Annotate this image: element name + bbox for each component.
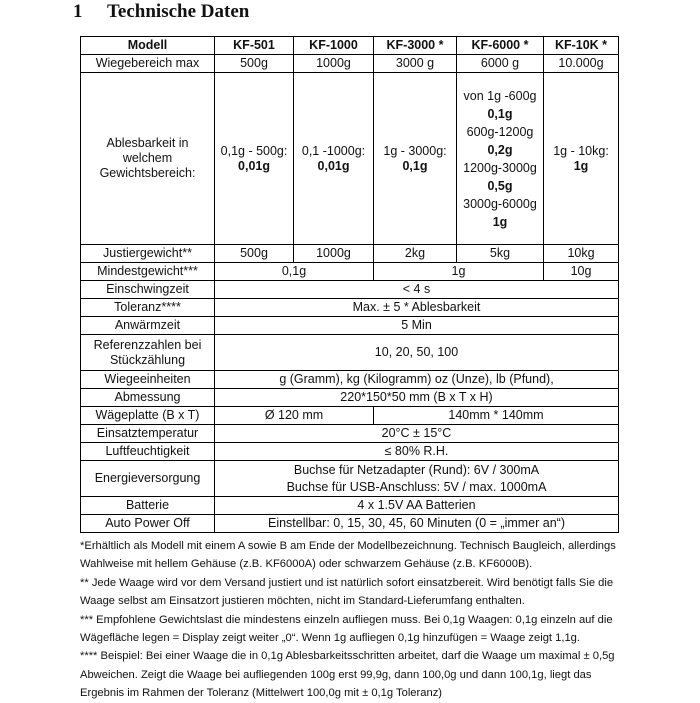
- cell: 500g: [215, 245, 294, 263]
- row-label: Anwärmzeit: [81, 317, 215, 335]
- footnotes: [80, 537, 618, 703]
- range-text: 1200g-3000g: [463, 160, 537, 175]
- cell: [294, 73, 374, 245]
- range-text: 0,1g - 500g:: [220, 143, 288, 158]
- cell: 5 Min: [215, 317, 619, 335]
- cell: 1000g: [294, 245, 374, 263]
- cell: [544, 73, 619, 245]
- readability-value: 1g: [573, 158, 589, 173]
- cell: 10, 20, 50, 100: [215, 335, 619, 371]
- readability-value: 0,1g: [487, 106, 513, 121]
- header-cell: KF-1000: [294, 37, 374, 55]
- table-row: [81, 371, 619, 389]
- row-label: Justiergewicht**: [81, 245, 215, 263]
- section-number: 1: [73, 1, 83, 22]
- header-cell: KF-10K *: [544, 37, 619, 55]
- table-row: [81, 407, 619, 425]
- range-text: 3000g-6000g: [463, 196, 537, 211]
- cell: 10kg: [544, 245, 619, 263]
- section-title: Technische Daten: [107, 1, 250, 22]
- range-text: von 1g -600g: [463, 88, 537, 103]
- power-line: Buchse für USB-Anschluss: 5V / max. 1000mA: [286, 479, 547, 494]
- cell: 2kg: [374, 245, 457, 263]
- table-row: [81, 245, 619, 263]
- spec-table: [80, 36, 619, 533]
- row-label: Wiegeeinheiten: [81, 371, 215, 389]
- cell: g (Gramm), kg (Kilogramm) oz (Unze), lb (Pfund),: [215, 371, 619, 389]
- cell: 1000g: [294, 55, 374, 73]
- cell: Einstellbar: 0, 15, 30, 45, 60 Minuten (0 = „immer an“): [215, 515, 619, 533]
- header-cell: KF-6000 *: [457, 37, 544, 55]
- readability-value: 0,5g: [487, 178, 513, 193]
- header-cell: KF-3000 *: [374, 37, 457, 55]
- table-row: [81, 299, 619, 317]
- cell: [215, 461, 619, 497]
- header-cell: KF-501: [215, 37, 294, 55]
- footnote: *** Empfohlene Gewichtslast die mindestens einzeln aufliegen muss. Bei 0,1g Waagen: 0,1g einzeln auf die Wägefläche legen = Display zeigt weiter „0“. Wenn 1g aufliegen 0,1g hinzufügen = Waage zeigt 1,1g.: [80, 613, 613, 645]
- cell: 6000 g: [457, 55, 544, 73]
- table-row: [81, 281, 619, 299]
- row-label: Einschwingzeit: [81, 281, 215, 299]
- readability-value: 0,01g: [317, 158, 350, 173]
- section-heading: [73, 0, 249, 24]
- cell: 500g: [215, 55, 294, 73]
- readability-value: 0,2g: [487, 142, 513, 157]
- cell: 5kg: [457, 245, 544, 263]
- table-row: [81, 55, 619, 73]
- range-text: 600g-1200g: [466, 124, 534, 139]
- cell: 10g: [544, 263, 619, 281]
- row-label: Wiegebereich max: [81, 55, 215, 73]
- row-label: Einsatztemperatur: [81, 425, 215, 443]
- row-label: Mindestgewicht***: [81, 263, 215, 281]
- cell: 0,1g: [215, 263, 374, 281]
- row-label: [81, 73, 215, 245]
- table-row: [81, 389, 619, 407]
- row-label: Wägeplatte (B x T): [81, 407, 215, 425]
- cell: 3000 g: [374, 55, 457, 73]
- cell: ≤ 80% R.H.: [215, 443, 619, 461]
- cell: 10.000g: [544, 55, 619, 73]
- range-text: 1g - 3000g:: [383, 143, 447, 158]
- row-label: Abmessung: [81, 389, 215, 407]
- table-row: [81, 461, 619, 497]
- cell: 140mm * 140mm: [374, 407, 619, 425]
- label-line: Stückzählung: [109, 352, 186, 367]
- table-row: [81, 263, 619, 281]
- table-row: [81, 425, 619, 443]
- row-label: Auto Power Off: [81, 515, 215, 533]
- cell: 20°C ± 15°C: [215, 425, 619, 443]
- table-row: [81, 443, 619, 461]
- label-line: Gewichtsbereich:: [99, 166, 196, 180]
- cell: Max. ± 5 * Ablesbarkeit: [215, 299, 619, 317]
- cell: < 4 s: [215, 281, 619, 299]
- row-label: Batterie: [81, 497, 215, 515]
- label-line: welchem: [122, 151, 173, 165]
- row-label: Luftfeuchtigkeit: [81, 443, 215, 461]
- cell: [215, 73, 294, 245]
- table-row: [81, 73, 619, 245]
- label-line: Ablesbarkeit in: [106, 136, 189, 150]
- power-line: Buchse für Netzadapter (Rund): 6V / 300mA: [293, 462, 540, 477]
- header-row: [81, 37, 619, 55]
- footnote: *Erhältlich als Modell mit einem A sowie B am Ende der Modellbezeichnung. Technisch Baugleich, allerdings Wahlweise mit hellem Gehäuse (z.B. KF6000A) oder schwarzem Gehäuse (z.B. KF6000B).: [80, 540, 616, 571]
- table-row: [81, 497, 619, 515]
- cell: 4 x 1.5V AA Batterien: [215, 497, 619, 515]
- cell: 220*150*50 mm (B x T x H): [215, 389, 619, 407]
- readability-value: 0,01g: [238, 158, 270, 173]
- header-cell: Modell: [81, 37, 215, 55]
- table-row: [81, 515, 619, 533]
- footnote: ** Jede Waage wird vor dem Versand justiert und ist natürlich sofort einsatzbereit. Wird benötigt falls Sie die Waage selbst am Einsatzort justieren möchten, nicht im Standard-Lieferumfang enthalten.: [80, 576, 614, 608]
- row-label: Toleranz****: [81, 299, 215, 317]
- row-label: [81, 335, 215, 371]
- row-label: Energieversorgung: [81, 461, 215, 497]
- range-text: 1g - 10kg:: [553, 143, 609, 158]
- footnote: **** Beispiel: Bei einer Waage die in 0,1g Ablesbarkeitsschritten arbeitet, darf die Waage um maximal ± 0,5g Abweichen. Zeigt die Waage bei aufliegenden 100g erst 99,9g, dann 100,0g und dann 100,1g, liegt das Ergebnis im Rahmen der Toleranz (Mittelwert 100,0g mit ± 0,1g Toleranz): [80, 650, 615, 700]
- readability-value: 0,1g: [402, 158, 428, 173]
- cell: Ø 120 mm: [215, 407, 374, 425]
- range-text: 0,1 -1000g:: [301, 143, 366, 158]
- cell: [457, 73, 544, 245]
- label-line: Referenzzahlen bei: [93, 337, 202, 352]
- table-row: [81, 335, 619, 371]
- table-row: [81, 317, 619, 335]
- cell: 1g: [374, 263, 544, 281]
- cell: [374, 73, 457, 245]
- readability-value: 1g: [492, 214, 508, 229]
